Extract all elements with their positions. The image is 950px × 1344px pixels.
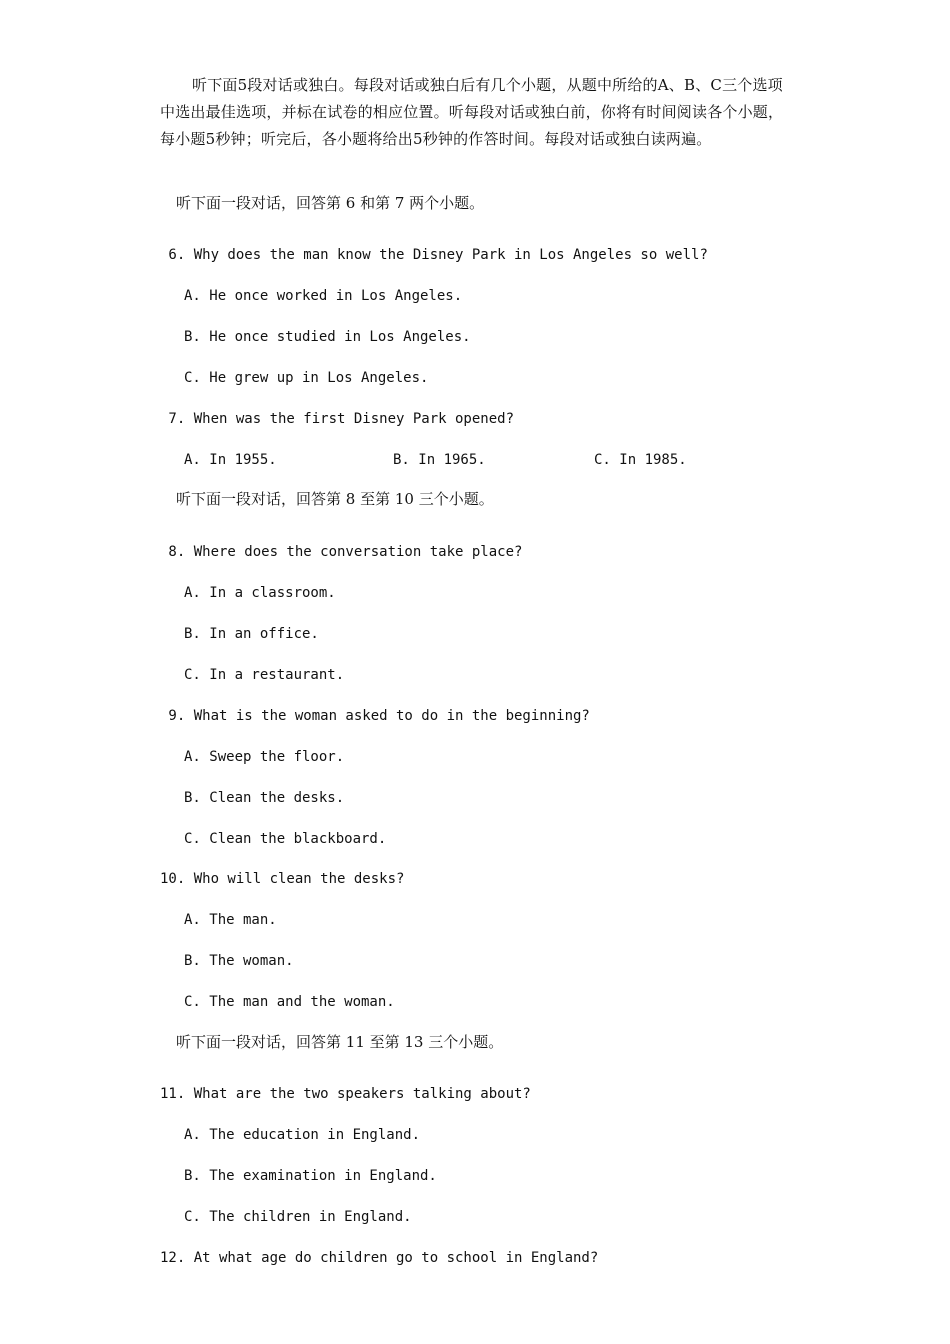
- question-7: 7. When was the first Disney Park opened?: [160, 411, 515, 427]
- option-8a: A. In a classroom.: [184, 585, 336, 601]
- option-9a: A. Sweep the floor.: [184, 749, 345, 765]
- option-10c: C. The man and the woman.: [184, 994, 395, 1010]
- option-11c: C. The children in England.: [184, 1209, 412, 1225]
- option-6a: A. He once worked in Los Angeles.: [184, 288, 463, 304]
- question-6: 6. Why does the man know the Disney Park in Los Angeles so well?: [160, 247, 708, 263]
- option-10b: B. The woman.: [184, 953, 294, 969]
- question-12: 12. At what age do children go to school in England?: [160, 1250, 599, 1266]
- section-instruction: 听下面一段对话，回答第 6 和第 7 两个小题。: [176, 194, 485, 212]
- option-8b: B. In an office.: [184, 626, 319, 642]
- option-7b: B. In 1965.: [393, 452, 486, 468]
- option-11b: B. The examination in England.: [184, 1168, 437, 1184]
- option-8c: C. In a restaurant.: [184, 667, 345, 683]
- option-10a: A. The man.: [184, 912, 277, 928]
- option-9b: B. Clean the desks.: [184, 790, 345, 806]
- option-7a: A. In 1955.: [184, 452, 277, 468]
- option-6b: B. He once studied in Los Angeles.: [184, 329, 471, 345]
- option-11a: A. The education in England.: [184, 1127, 421, 1143]
- section-instruction: 听下面一段对话，回答第 8 至第 10 三个小题。: [176, 490, 494, 508]
- question-8: 8. Where does the conversation take place?: [160, 544, 523, 560]
- option-9c: C. Clean the blackboard.: [184, 831, 387, 847]
- section-instruction: 听下面一段对话，回答第 11 至第 13 三个小题。: [176, 1033, 504, 1051]
- listening-instructions: 听下面5段对话或独白。每段对话或独白后有几个小题，从题中所给的A、B、C三个选项中选出最佳选项，并标在试卷的相应位置。听每段对话或独白前，你将有时间阅读各个小题，每小题5秒钟；听完后，各小题将给出5秒钟的作答时间。每段对话或独白读两遍。: [160, 76, 784, 148]
- question-9: 9. What is the woman asked to do in the beginning?: [160, 708, 590, 724]
- question-10: 10. Who will clean the desks?: [160, 871, 405, 887]
- option-7c: C. In 1985.: [594, 452, 687, 468]
- option-6c: C. He grew up in Los Angeles.: [184, 370, 429, 386]
- question-11: 11. What are the two speakers talking about?: [160, 1086, 531, 1102]
